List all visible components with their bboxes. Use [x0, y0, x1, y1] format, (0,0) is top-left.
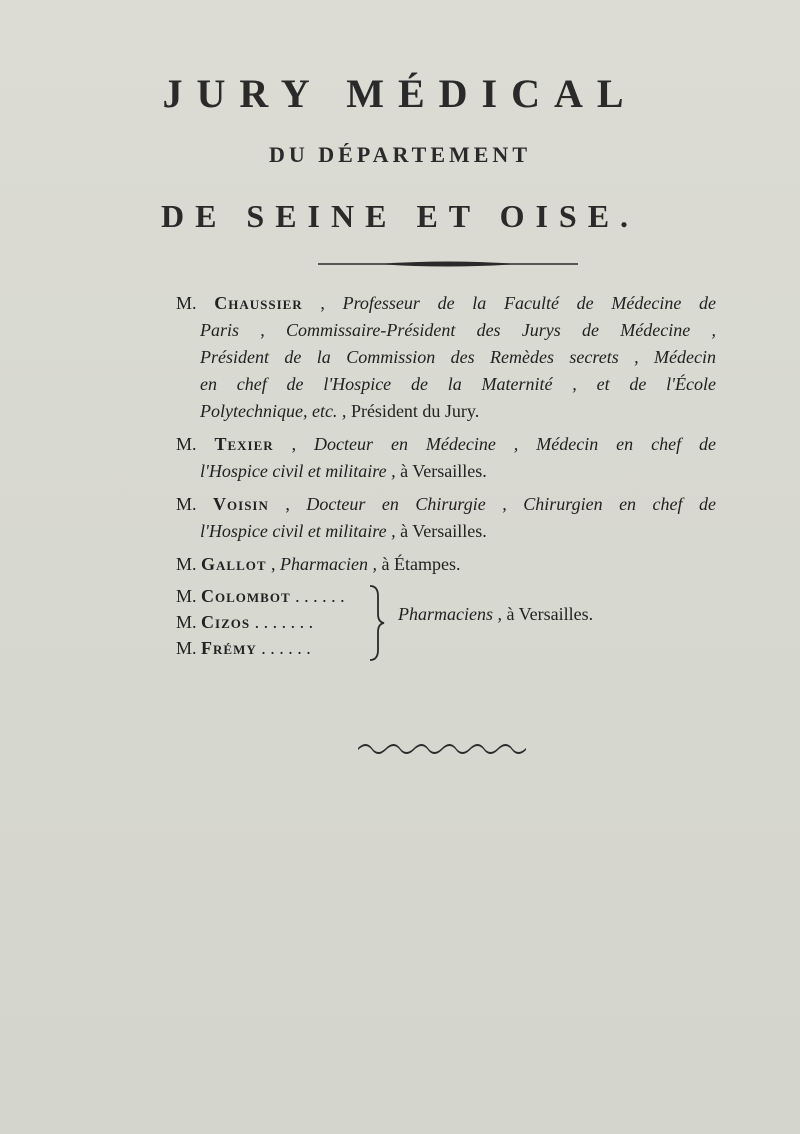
- member-title-line: l'Hospice civil et militaire ,: [200, 461, 396, 481]
- member-title-line: l'Hospice civil et militaire ,: [200, 521, 396, 541]
- region-title: DE SEINE ET OISE.: [160, 198, 640, 234]
- member-title-line: Docteur en Chirurgie , Chirurgien en chef de: [306, 494, 717, 514]
- member-title-line: Paris , Commissaire-Président des Jurys de Médecine ,: [200, 320, 716, 340]
- curly-brace-icon: [366, 584, 386, 662]
- ornament-divider-icon: [356, 740, 534, 756]
- member-role: Président du Jury.: [350, 401, 480, 421]
- decorative-rule: [318, 260, 578, 268]
- entry-line: M. Chaussier , Professeur de la Faculté de Médecine de: [176, 293, 717, 313]
- member-title-line: Polytechnique, etc. ,: [200, 401, 347, 421]
- member-prefix: M.: [176, 554, 197, 574]
- member-title-line: Professeur de la Faculté de Médecine de: [342, 293, 717, 313]
- group-label: [398, 604, 593, 625]
- jury-member-list: [176, 290, 716, 584]
- member-name: Texier: [214, 434, 274, 454]
- page-title: JURY MÉDICAL: [162, 71, 638, 116]
- member-entry: [176, 551, 716, 578]
- member-entry: [176, 431, 716, 485]
- member-title-line: Pharmacien ,: [280, 554, 378, 574]
- member-prefix: M.: [176, 434, 197, 454]
- page-subtitle: DU DÉPARTEMENT: [269, 142, 531, 167]
- group-member-row: [176, 584, 345, 608]
- entry-line: [176, 518, 716, 545]
- member-title-line: Président de la Commission des Remèdes secrets , Médecin: [200, 347, 716, 367]
- member-prefix: M.: [176, 586, 197, 606]
- leader-dots: . . . . . . .: [254, 612, 314, 632]
- leader-dots: . . . . . .: [295, 586, 345, 606]
- member-location: à Versailles.: [400, 461, 487, 481]
- member-name: Voisin: [213, 494, 269, 514]
- member-name: Chaussier: [214, 293, 303, 313]
- member-name: Cizos: [201, 612, 251, 632]
- group-location: à Versailles.: [506, 604, 594, 624]
- group-role: Pharmaciens ,: [398, 604, 502, 624]
- member-location: à Étampes.: [381, 554, 461, 574]
- member-entry: [176, 290, 716, 425]
- group-member-row: [176, 636, 311, 660]
- entry-line: M. Gallot , Pharmacien , à Étampes.: [176, 554, 461, 574]
- member-prefix: M.: [176, 638, 197, 658]
- entry-line: M. Voisin , Docteur en Chirurgie , Chirurgien en chef de: [176, 494, 717, 514]
- member-location: à Versailles.: [400, 521, 487, 541]
- entry-line: M. Texier , Docteur en Médecine , Médecin en chef de: [176, 434, 716, 454]
- member-prefix: M.: [176, 293, 197, 313]
- group-member-row: [176, 610, 313, 634]
- member-entry: [176, 491, 716, 545]
- member-prefix: M.: [176, 494, 197, 514]
- member-title-line: en chef de l'Hospice de la Maternité , et de l'École: [200, 374, 716, 394]
- member-title-line: Docteur en Médecine , Médecin en chef de: [314, 434, 716, 454]
- member-name: Colombot: [201, 586, 291, 606]
- pharmacists-group: [176, 584, 696, 664]
- member-name: Frémy: [201, 638, 257, 658]
- member-prefix: M.: [176, 612, 197, 632]
- entry-line: [176, 398, 716, 425]
- member-name: Gallot: [201, 554, 267, 574]
- leader-dots: . . . . . .: [261, 638, 311, 658]
- entry-line: [176, 458, 716, 485]
